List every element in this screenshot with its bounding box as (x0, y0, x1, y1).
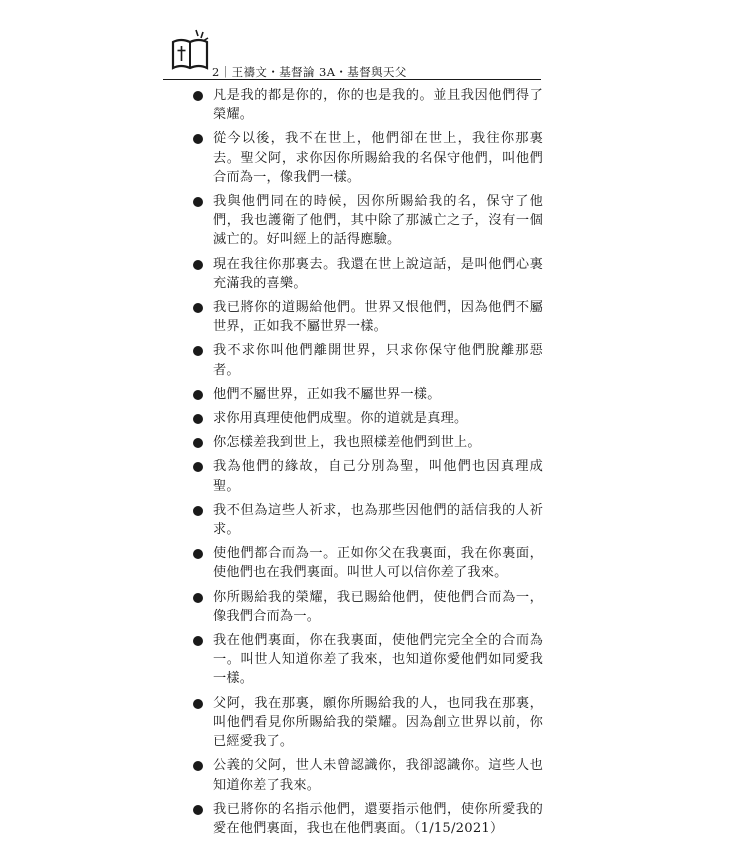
bullet-icon (193, 462, 203, 472)
bullet-icon (193, 134, 203, 144)
item-text: 我已將你的名指示他們，還要指示他們，使你所愛我的愛在他們裏面，我也在他們裏面。（1/15/2021） (213, 801, 543, 836)
bullet-icon (193, 761, 203, 771)
bullet-icon (193, 805, 203, 815)
list-item (213, 457, 543, 495)
bullet-icon (193, 390, 203, 400)
list-item (213, 129, 543, 187)
bullet-icon (193, 438, 203, 448)
list-item (213, 86, 543, 124)
bullet-icon (193, 593, 203, 603)
list-item (213, 631, 543, 689)
bullet-icon (193, 303, 203, 313)
item-text: 使他們都合而為一。正如你父在我裏面，我在你裏面，使他們也在我們裏面。叫世人可以信你差了我來。 (213, 546, 543, 581)
bullet-icon (193, 91, 203, 101)
list-item (213, 341, 543, 379)
list-item (213, 800, 543, 838)
item-text: 他們不屬世界，正如我不屬世界一樣。 (213, 386, 441, 402)
item-text: 父阿，我在那裏，願你所賜給我的人，也同我在那裏，叫他們看見你所賜給我的榮耀。因為創立世界以前，你已經愛我了。 (213, 695, 543, 750)
list-item (213, 255, 543, 293)
item-text: 你所賜給我的榮耀，我已賜給他們，使他們合而為一，像我們合而為一。 (213, 589, 543, 624)
item-text: 現在我往你那裏去。我還在世上說這話，是叫他們心裏充滿我的喜樂。 (213, 256, 543, 291)
item-text: 我與他們同在的時候，因你所賜給我的名，保守了他們，我也護衛了他們，其中除了那滅亡之子，沒有一個滅亡的。好叫經上的話得應驗。 (213, 194, 543, 248)
item-text: 我不求你叫他們離開世界，只求你保守他們脫離那惡者。 (213, 343, 543, 378)
item-text: 我為他們的緣故，自己分別為聖，叫他們也因真理成聖。 (213, 459, 543, 494)
header-rule (163, 79, 541, 80)
list-item (213, 409, 543, 428)
list-item (213, 385, 543, 404)
list-item (213, 298, 543, 336)
bullet-icon (193, 197, 203, 207)
running-head: 2｜王禱文・基督論 3A・基督與天父 (212, 65, 407, 79)
bullet-icon (193, 346, 203, 356)
list-item (213, 192, 543, 250)
item-text: 你怎樣差我到世上，我也照樣差他們到世上。 (213, 435, 481, 451)
item-text: 公義的父阿，世人未曾認識你，我卻認識你。這些人也知道你差了我來。 (213, 758, 543, 793)
bullet-icon (193, 414, 203, 424)
item-text: 我已將你的道賜給他們。世界又恨他們，因為他們不屬世界，正如我不屬世界一樣。 (213, 300, 543, 335)
bullet-icon (193, 636, 203, 646)
list-item (213, 588, 543, 626)
list-item (213, 501, 543, 539)
item-text: 求你用真理使他們成聖。你的道就是真理。 (213, 411, 468, 427)
list-item (213, 433, 543, 452)
bullet-icon (193, 549, 203, 559)
list-item (213, 544, 543, 582)
open-book-with-cross-icon (170, 28, 210, 72)
item-text: 我不但為這些人祈求，也為那些因他們的話信我的人祈求。 (213, 502, 543, 538)
item-text: 凡是我的都是你的，你的也是我的。並且我因他們得了榮耀。 (213, 88, 543, 123)
verse-list (0, 86, 750, 843)
item-text: 從今以後，我不在世上，他們卻在世上，我往你那裏去。聖父阿，求你因你所賜給我的名保守他們，叫他們合而為一，像我們一樣。 (213, 131, 543, 185)
list-item (213, 756, 543, 794)
list-item (213, 694, 543, 752)
bullet-icon (193, 506, 203, 516)
bullet-icon (193, 260, 203, 270)
item-text: 我在他們裏面，你在我裏面，使他們完完全全的合而為一。叫世人知道你差了我來，也知道你愛他們如同愛我一樣。 (213, 633, 543, 687)
bullet-icon (193, 699, 203, 709)
